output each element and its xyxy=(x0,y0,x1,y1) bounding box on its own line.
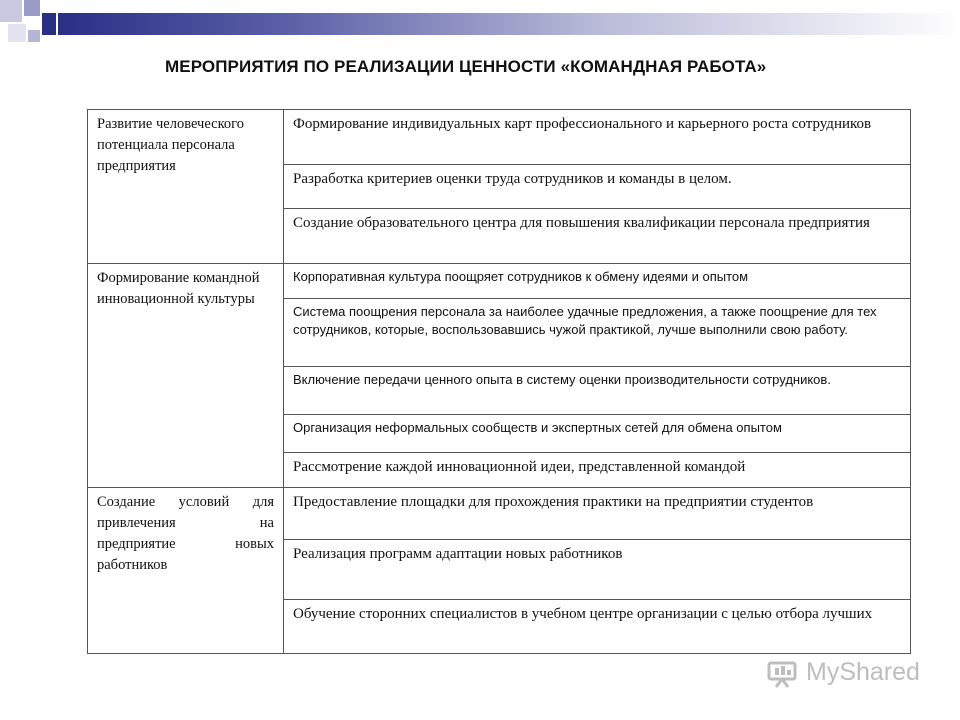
measure-cell: Система поощрения персонала за наиболее удачные предложения, а также поощрение для тех сотрудников, которые, воспользовавшись чужой практикой, лучше выполнили свою работу. xyxy=(284,299,911,367)
table-row xyxy=(88,110,911,165)
table-row xyxy=(88,264,911,299)
measure-cell: Корпоративная культура поощряет сотрудников к обмену идеями и опытом xyxy=(284,264,911,299)
watermark-logo xyxy=(766,657,926,693)
watermark-text: MyShared xyxy=(806,658,920,686)
measures-table xyxy=(87,109,911,654)
decor-square xyxy=(28,30,40,42)
category-cell: Создание условий для привлечения на предприятие новых работников xyxy=(88,488,284,654)
decor-square xyxy=(0,0,22,22)
measure-cell: Предоставление площадки для прохождения практики на предприятии студентов xyxy=(284,488,911,540)
presentation-board-icon xyxy=(766,659,800,689)
decor-square xyxy=(42,13,56,35)
category-cell: Формирование командной инновационной культуры xyxy=(88,264,284,488)
measure-cell: Рассмотрение каждой инновационной идеи, представленной командой xyxy=(284,453,911,488)
header-gradient-bar xyxy=(58,13,960,35)
category-cell: Развитие человеческого потенциала персонала предприятия xyxy=(88,110,284,264)
measure-cell: Разработка критериев оценки труда сотрудников и команды в целом. xyxy=(284,165,911,209)
decor-square xyxy=(8,24,26,42)
measure-cell: Организация неформальных сообществ и экспертных сетей для обмена опытом xyxy=(284,415,911,453)
measure-cell: Формирование индивидуальных карт профессионального и карьерного роста сотрудников xyxy=(284,110,911,165)
table-row xyxy=(88,488,911,540)
measure-cell: Создание образовательного центра для повышения квалификации персонала предприятия xyxy=(284,209,911,264)
measure-cell: Включение передачи ценного опыта в систему оценки производительности сотрудников. xyxy=(284,367,911,415)
header-decoration xyxy=(0,0,960,46)
slide-title: МЕРОПРИЯТИЯ ПО РЕАЛИЗАЦИИ ЦЕННОСТИ «КОМАНДНАЯ РАБОТА» xyxy=(165,57,767,76)
decor-square xyxy=(24,0,40,16)
measure-cell: Обучение сторонних специалистов в учебном центре организации с целью отбора лучших xyxy=(284,600,911,654)
measure-cell: Реализация программ адаптации новых работников xyxy=(284,540,911,600)
